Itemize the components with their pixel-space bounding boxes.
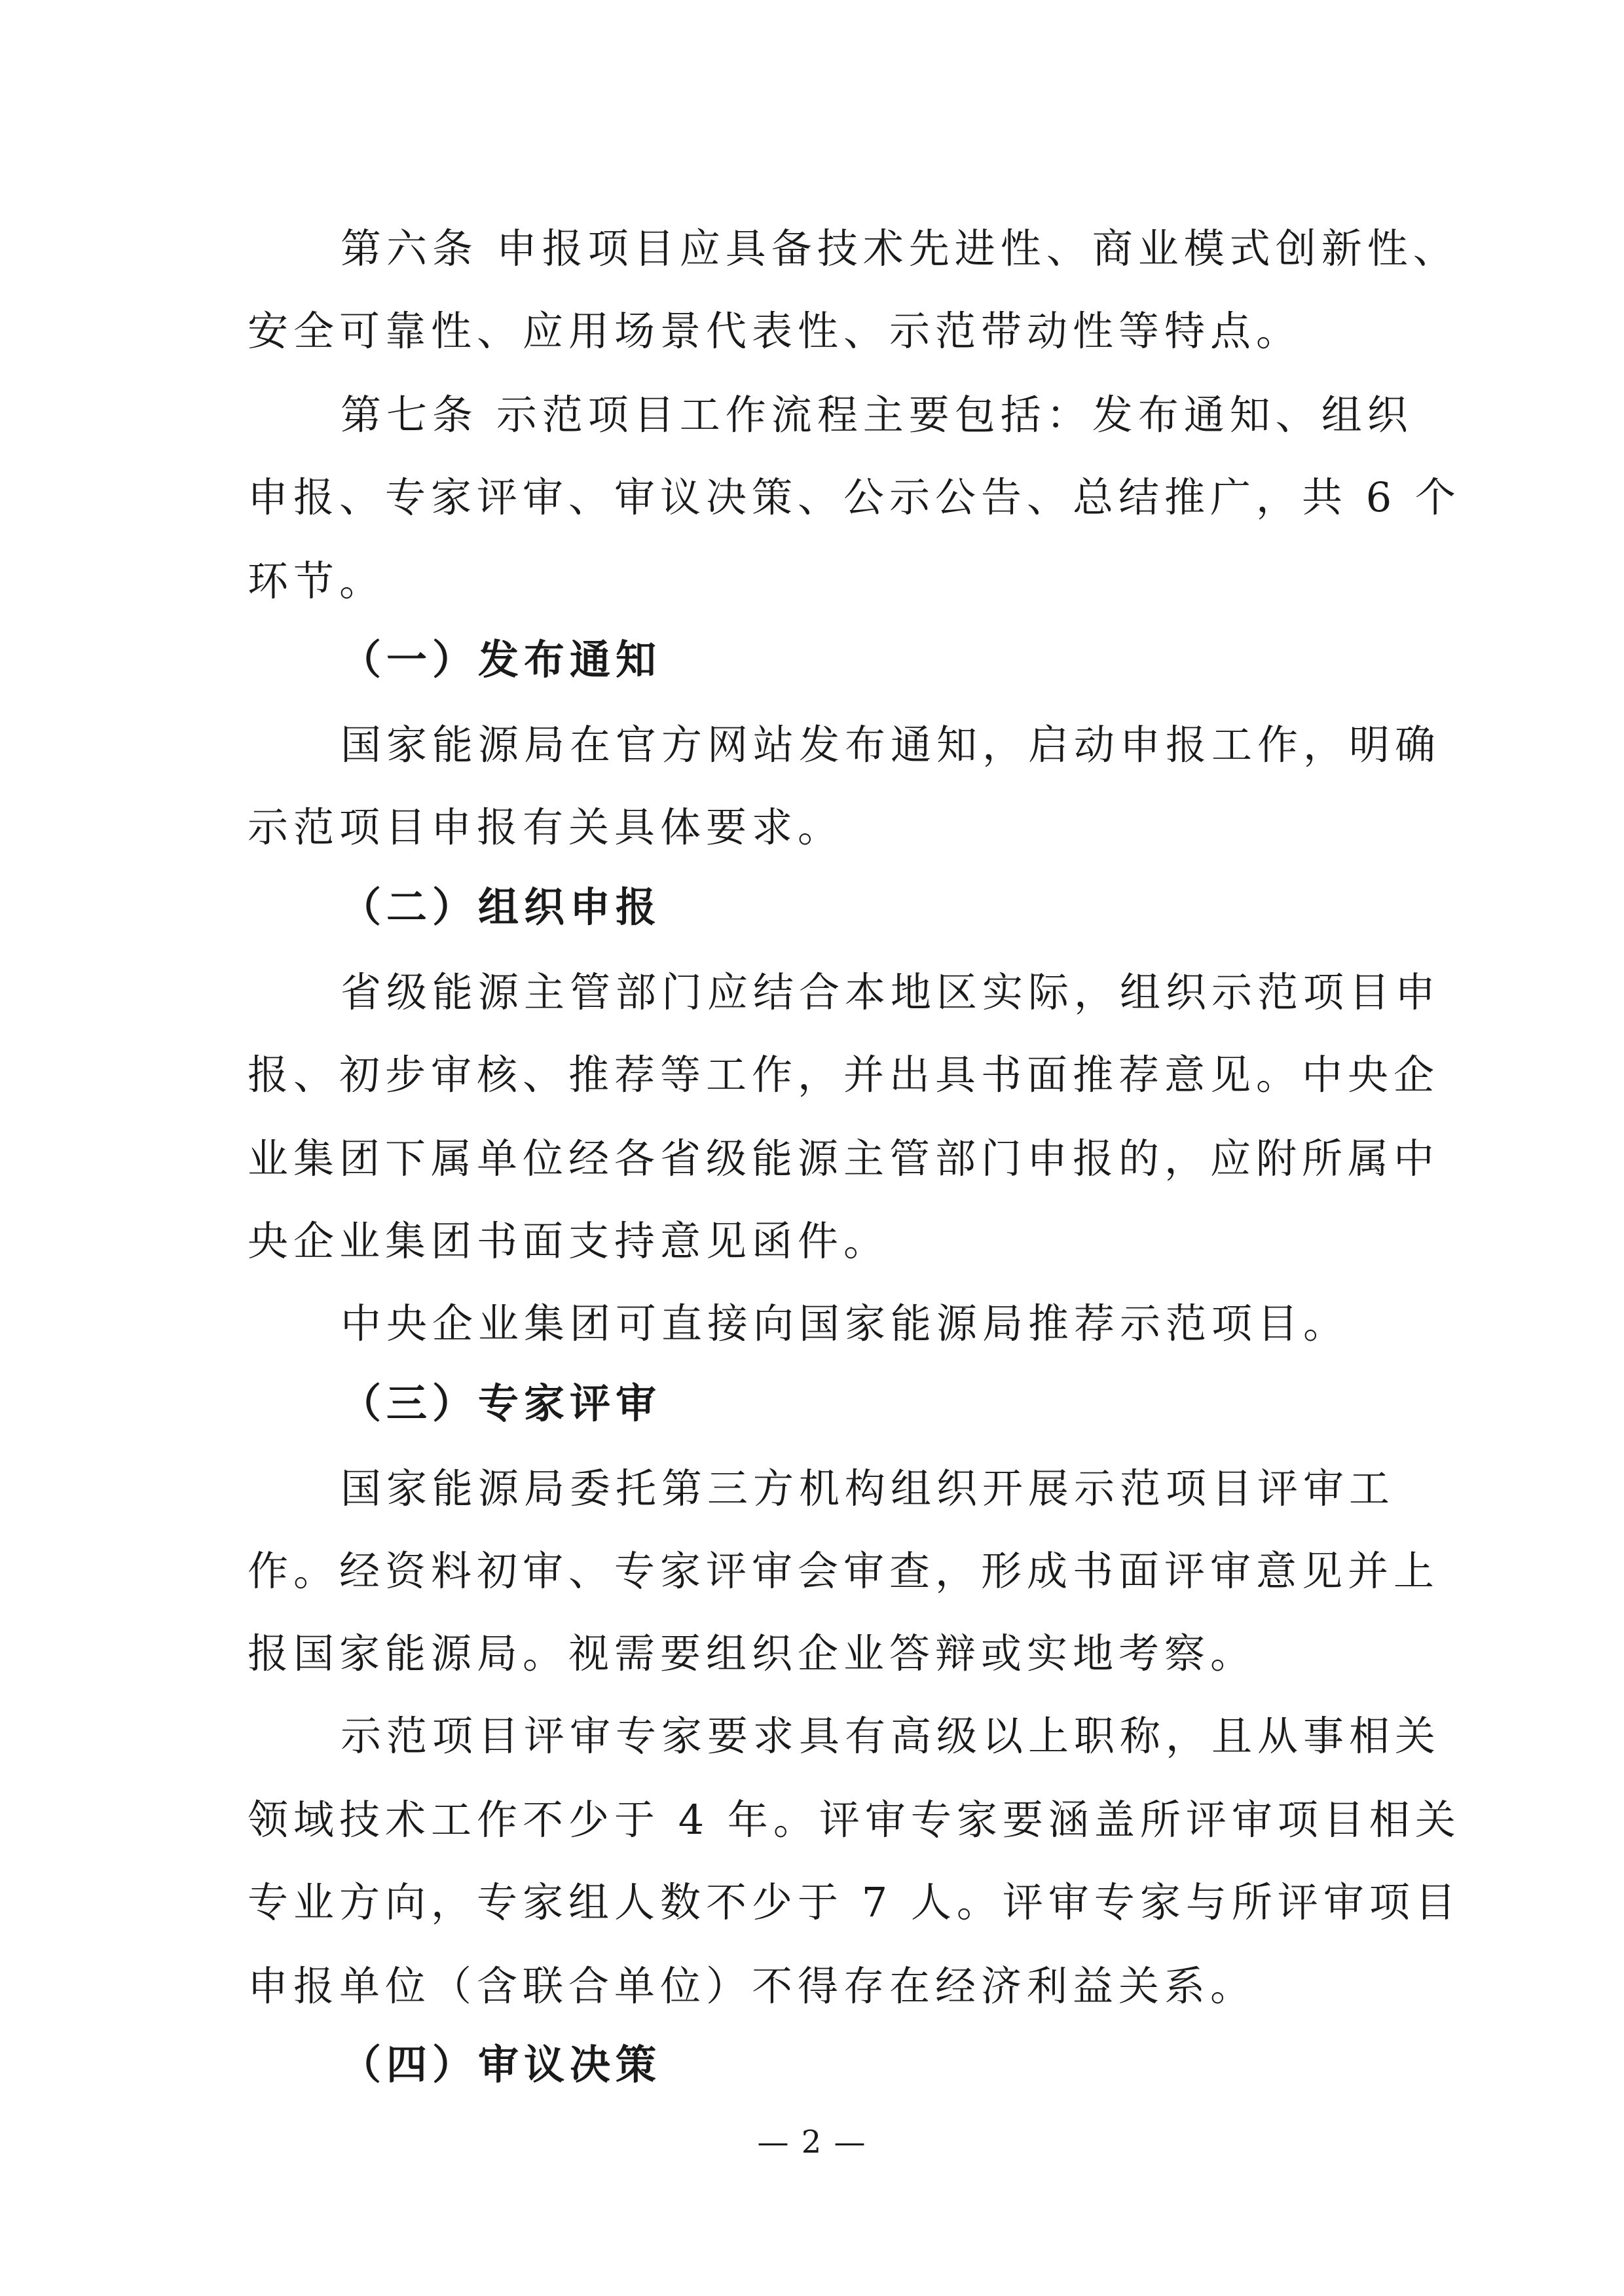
paragraph-line: 央企业集团书面支持意见函件。 xyxy=(248,1217,890,1265)
paragraph-line: 申报、专家评审、审议决策、公示公告、总结推广，共 6 个 xyxy=(248,473,1461,521)
paragraph-line: 国家能源局在官方网站发布通知，启动申报工作，明确 xyxy=(341,721,1441,769)
paragraph-line: 示范项目申报有关具体要求。 xyxy=(248,803,844,851)
paragraph-line: 专业方向，专家组人数不少于 7 人。评审专家与所评审项目 xyxy=(248,1878,1461,1926)
paragraph-line: 环节。 xyxy=(248,557,386,605)
paragraph-line: 领域技术工作不少于 4 年。评审专家要涵盖所评审项目相关 xyxy=(248,1796,1461,1844)
paragraph-line: 中央企业集团可直接向国家能源局推荐示范项目。 xyxy=(341,1300,1350,1347)
paragraph-line: 第六条 申报项目应具备技术先进性、商业模式创新性、 xyxy=(341,225,1459,272)
paragraph-line: 作。经资料初审、专家评审会审查，形成书面评审意见并上 xyxy=(248,1547,1440,1595)
section-heading: （一）发布通知 xyxy=(341,636,662,683)
paragraph-line: 国家能源局委托第三方机构组织开展示范项目评审工 xyxy=(341,1465,1395,1512)
paragraph-line: 省级能源主管部门应结合本地区实际，组织示范项目申 xyxy=(341,968,1441,1016)
section-heading: （三）专家评审 xyxy=(341,1379,662,1427)
paragraph-line: 示范项目评审专家要求具有高级以上职称，且从事相关 xyxy=(341,1712,1441,1760)
section-heading: （二）组织申报 xyxy=(341,883,662,931)
paragraph-line: 申报单位（含联合单位）不得存在经济利益关系。 xyxy=(248,1962,1257,2010)
section-heading: （四）审议决策 xyxy=(341,2041,662,2088)
paragraph-line: 业集团下属单位经各省级能源主管部门申报的，应附所属中 xyxy=(248,1135,1440,1182)
paragraph-line: 第七条 示范项目工作流程主要包括：发布通知、组织 xyxy=(341,391,1413,439)
paragraph-line: 安全可靠性、应用场景代表性、示范带动性等特点。 xyxy=(248,307,1302,355)
paragraph-line: 报国家能源局。视需要组织企业答辩或实地考察。 xyxy=(248,1630,1257,1677)
paragraph-line: 报、初步审核、推荐等工作，并出具书面推荐意见。中央企 xyxy=(248,1051,1440,1099)
page-number: — 2 — xyxy=(757,2124,867,2160)
